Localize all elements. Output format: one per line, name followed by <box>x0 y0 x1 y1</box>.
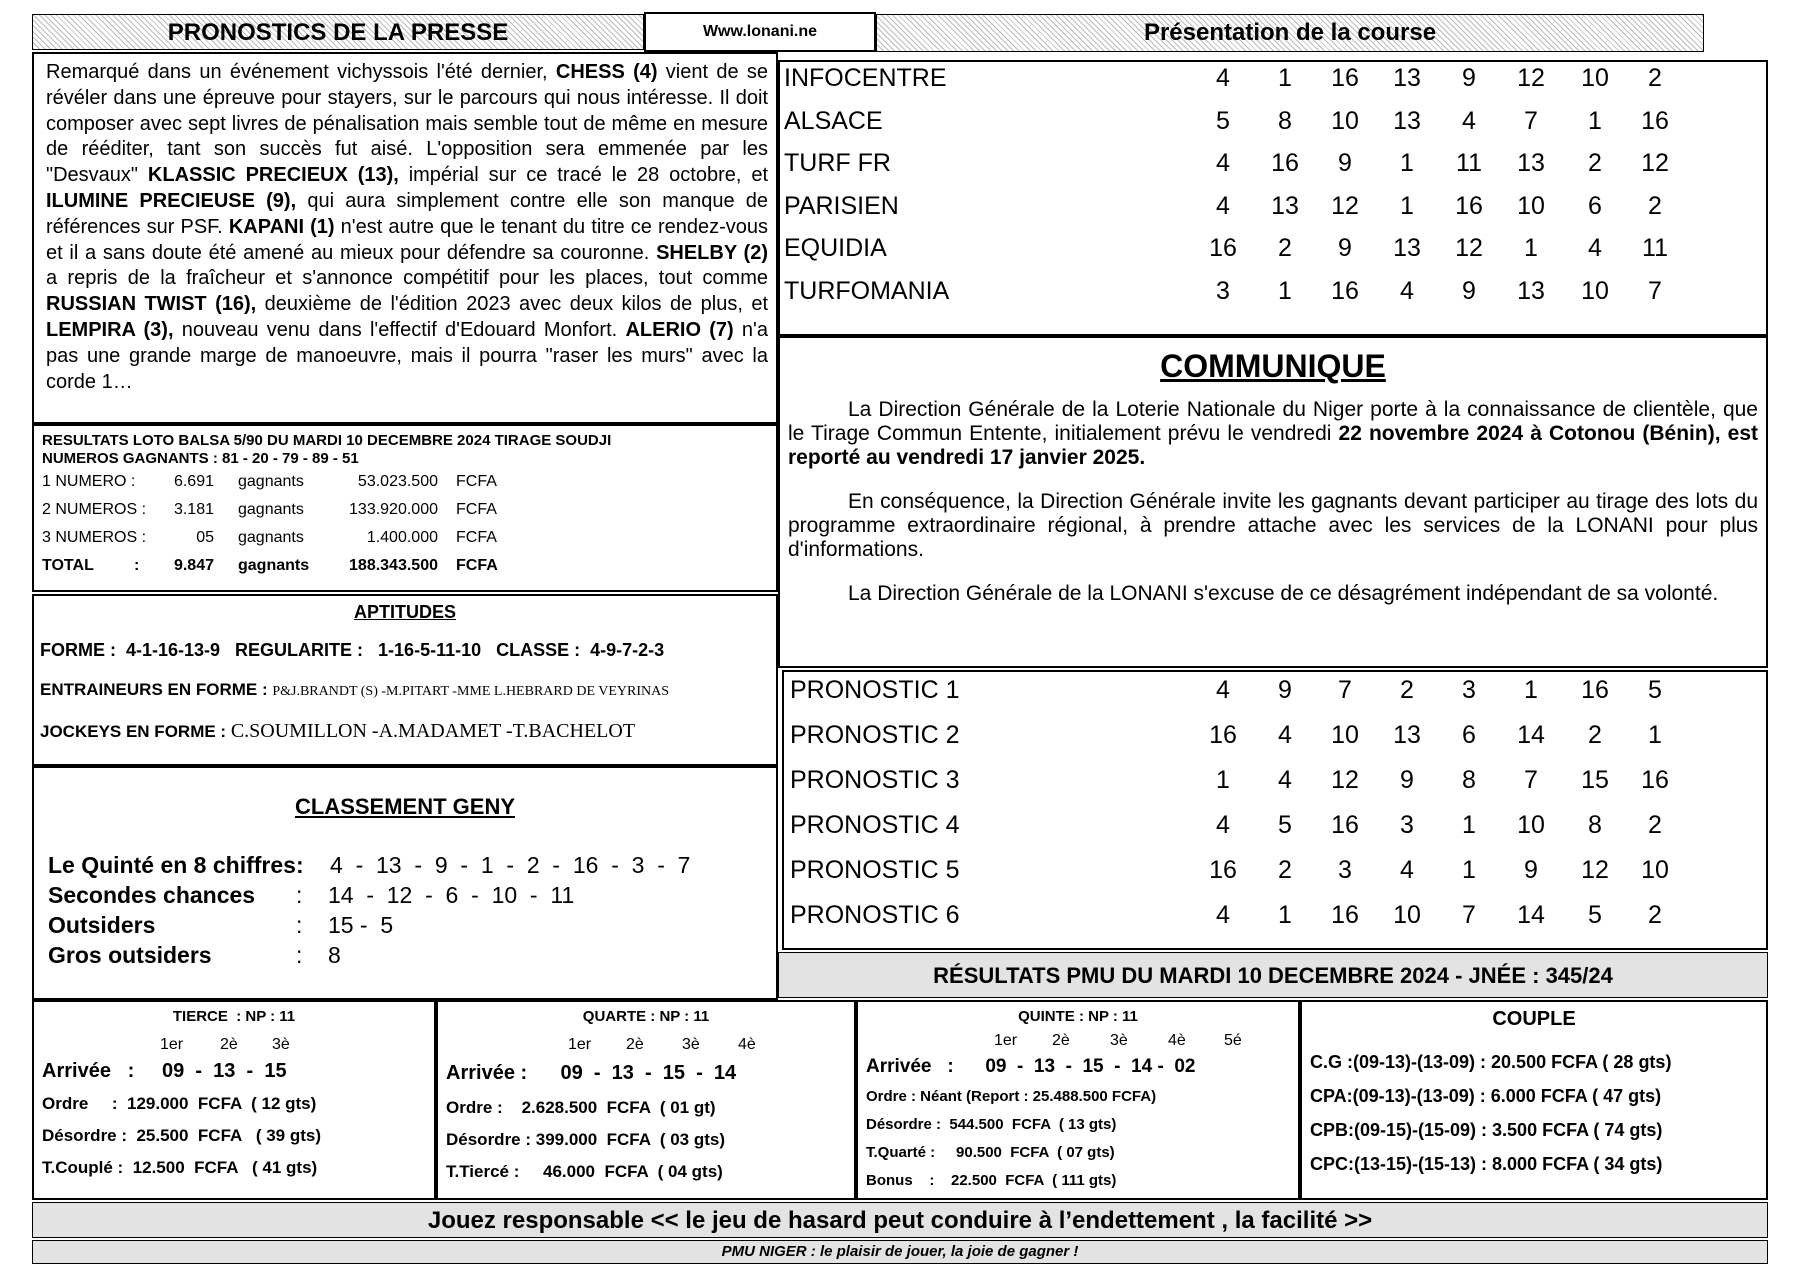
loto-count: 9.847 <box>173 557 214 574</box>
loto-results <box>32 424 778 592</box>
aptitudes-forme: FORME : 4-1-16-13-9 REGULARITE : 1-16-5-11-10 CLASSE : 4-9-7-2-3 <box>40 640 665 660</box>
horse-klassic: KLASSIC PRECIEUX (13), <box>147 164 399 187</box>
entraineurs-value: P&J.BRANDT (S) -M.PITART -MME L.HEBRARD DE VEYRINAS <box>272 684 670 699</box>
quinte-pos-4: 4è <box>1168 1032 1186 1049</box>
presentation-number: 11 <box>1456 149 1482 177</box>
quarte-pos-2: 2è <box>626 1036 644 1053</box>
quinte-pos-3: 3è <box>1110 1032 1128 1049</box>
pronostic-number: 4 <box>1216 901 1230 929</box>
presentation-row <box>780 64 1766 104</box>
tierce-box <box>32 1000 436 1200</box>
presse-text-2: vient de se révéler dans une épreuve pour stayers, sur le parcours qui nous intéresse. Il doit composer avec sept livres de pénalisation mais semble tout de même en mesure de rééditer, tant son succès fut aisé. L'opposition sera emmenée par les "Desvaux" <box>46 61 768 187</box>
presse-text-5: n'est autre que le tenant du titre ce rendez-vous et il a sans doute été amené au mieux pour défendre sa couronne. <box>46 215 768 264</box>
communique-p1b: 22 novembre 2024 à Cotonou (Bénin), est reporté au vendredi 17 janvier 2025. <box>788 422 1758 469</box>
pronostic-number: 2 <box>1588 721 1602 749</box>
classement-title: CLASSEMENT GENY <box>294 794 516 819</box>
communique-paragraph-1 <box>788 398 1758 470</box>
presse-text-9: n'a pas une grande marge de manoeuvre, mais il pourra "raser les murs" avec la corde 1… <box>46 318 768 393</box>
pronostic-row <box>784 856 1766 896</box>
tierce-pos-3: 3è <box>272 1036 290 1053</box>
classement-value: : 15 - 5 <box>296 912 394 938</box>
tierce-pos-1: 1er <box>160 1036 184 1053</box>
presentation-number: 4 <box>1216 149 1230 177</box>
presentation-number: 2 <box>1278 234 1292 262</box>
pronostic-number: 1 <box>1648 721 1662 749</box>
loto-amount: 133.920.000 <box>349 501 438 518</box>
presentation-number: 7 <box>1648 276 1662 305</box>
presentation-number: 12 <box>1455 234 1483 262</box>
responsable-text: Jouez responsable << le jeu de hasard peut conduire à l’endettement , la facilité >> <box>427 1207 1373 1234</box>
loto-row <box>42 524 768 552</box>
tierce-pos-2: 2è <box>220 1036 238 1053</box>
presentation-number: 10 <box>1581 276 1609 305</box>
tierce-title: TIERCE : NP : 11 <box>172 1008 296 1025</box>
pronostic-number: 1 <box>1278 901 1292 929</box>
presse-article <box>32 52 778 424</box>
classement-label: Secondes chances <box>48 882 256 908</box>
presentation-number: 9 <box>1338 234 1352 262</box>
pronostic-number: 6 <box>1462 721 1476 749</box>
pronostic-label: PRONOSTIC 3 <box>790 766 960 794</box>
pronostic-number: 16 <box>1641 766 1669 794</box>
quarte-title: QUARTE : NP : 11 <box>582 1008 710 1025</box>
presse-title-bar <box>32 14 644 50</box>
communique-p1a: La Direction Générale de la Loterie Nationale du Niger porte à la connaissance de clientèle, que le Tirage Commun Entente, initialement prévu le vendredi <box>788 398 1758 445</box>
loto-rows <box>42 468 768 580</box>
loto-title: RESULTATS LOTO BALSA 5/90 DU MARDI 10 DECEMBRE 2024 TIRAGE SOUDJI <box>42 432 612 449</box>
pronostic-number: 1 <box>1524 676 1538 704</box>
couple-title: COUPLE <box>1492 1008 1576 1030</box>
pronostic-number: 9 <box>1524 856 1538 884</box>
pronostic-number: 2 <box>1648 811 1662 839</box>
pronostic-number: 10 <box>1393 901 1421 929</box>
presentation-label: TURF FR <box>784 149 891 177</box>
horse-kapani: KAPANI (1) <box>228 215 335 238</box>
loto-separator: : <box>134 557 140 574</box>
communique-paragraph-3: La Direction Générale de la LONANI s'excuse de ce désagrément indépendant de sa volonté. <box>848 582 1719 605</box>
entraineurs-label: ENTRAINEURS EN FORME : <box>40 680 273 699</box>
pmu-title: RÉSULTATS PMU DU MARDI 10 DECEMBRE 2024 - JNÉE : 345/24 <box>933 963 1613 988</box>
loto-label: 3 NUMEROS : <box>42 529 147 546</box>
tierce-arrivee: Arrivée : 09 - 13 - 15 <box>42 1060 287 1082</box>
communique-title: COMMUNIQUE <box>1160 348 1386 384</box>
horse-lempira: LEMPIRA (3), <box>46 318 174 341</box>
quinte-title: QUINTE : NP : 11 <box>1018 1008 1138 1025</box>
horse-chess: CHESS (4) <box>555 61 658 83</box>
presentation-number: 16 <box>1331 64 1359 92</box>
loto-label: TOTAL <box>42 557 94 574</box>
loto-numeros: NUMEROS GAGNANTS : 81 - 20 - 79 - 89 - 51 <box>42 450 359 467</box>
pronostic-number: 8 <box>1462 766 1476 794</box>
pronostic-number: 4 <box>1216 676 1230 704</box>
presentation-number: 2 <box>1648 64 1662 92</box>
loto-total-row <box>42 552 768 580</box>
quarte-pos-1: 1er <box>568 1036 592 1053</box>
quinte-arrivee: Arrivée : 09 - 13 - 15 - 14 - 02 <box>866 1056 1196 1077</box>
classement-value: : 8 <box>296 942 341 968</box>
pronostics-table <box>782 670 1768 950</box>
pronostic-number: 14 <box>1517 721 1545 749</box>
presentation-number: 9 <box>1462 276 1476 305</box>
quinte-pos-1: 1er <box>994 1032 1018 1049</box>
pronostic-number: 4 <box>1216 811 1230 839</box>
presentation-number: 16 <box>1331 276 1359 305</box>
pronostic-number: 13 <box>1393 721 1421 749</box>
pronostic-row <box>784 676 1766 716</box>
presentation-number: 9 <box>1462 64 1476 92</box>
presentation-number: 6 <box>1588 191 1602 220</box>
loto-amount: 188.343.500 <box>349 557 438 574</box>
pronostic-number: 9 <box>1400 766 1414 794</box>
presentation-number: 1 <box>1588 106 1602 135</box>
presentation-label: TURFOMANIA <box>784 276 950 305</box>
quarte-pos-3: 3è <box>682 1036 700 1053</box>
jockeys-value: C.SOUMILLON -A.MADAMET -T.BACHELOT <box>230 720 636 742</box>
pronostic-number: 3 <box>1338 856 1352 884</box>
loto-row <box>42 468 768 496</box>
loto-cur: FCFA <box>456 473 497 490</box>
horse-russian-twist: RUSSIAN TWIST (16), <box>46 293 257 316</box>
presentation-number: 13 <box>1393 64 1421 92</box>
pronostic-number: 4 <box>1400 856 1414 884</box>
pmu-title-bar <box>778 952 1768 998</box>
loto-count: 05 <box>196 529 214 546</box>
couple-row: CPA:(09-13)-(13-09) : 6.000 FCFA ( 47 gts) <box>1310 1086 1662 1106</box>
pronostic-label: PRONOSTIC 2 <box>790 721 960 749</box>
slogan-bar <box>32 1240 1768 1264</box>
quinte-tquarte: T.Quarté : 90.500 FCFA ( 07 gts) <box>866 1144 1115 1161</box>
presentation-number: 13 <box>1393 234 1421 262</box>
loto-amount: 1.400.000 <box>366 529 438 546</box>
website-box <box>644 12 876 52</box>
presentation-number: 12 <box>1517 64 1545 92</box>
presentation-number: 9 <box>1338 149 1352 177</box>
pronostic-number: 14 <box>1517 901 1545 929</box>
presse-text-8: nouveau venu dans l'effectif d'Edouard Monfort. <box>173 318 626 341</box>
quarte-ordre: Ordre : 2.628.500 FCFA ( 01 gt) <box>446 1098 716 1117</box>
horse-shelby: SHELBY (2) <box>656 241 768 264</box>
quinte-box <box>856 1000 1300 1200</box>
presentation-label: EQUIDIA <box>784 234 887 262</box>
presentation-number: 1 <box>1278 64 1292 92</box>
tierce-tcouple: T.Couplé : 12.500 FCFA ( 41 gts) <box>42 1158 318 1177</box>
pronostic-number: 1 <box>1462 811 1476 839</box>
presentation-number: 12 <box>1331 191 1359 220</box>
communique-box <box>778 336 1768 668</box>
entraineurs-line <box>40 680 669 700</box>
presentation-row <box>780 234 1766 274</box>
jockeys-label: JOCKEYS EN FORME : <box>40 722 231 741</box>
presentation-number: 2 <box>1648 191 1662 220</box>
pronostic-number: 12 <box>1331 766 1359 794</box>
presse-title: PRONOSTICS DE LA PRESSE <box>167 19 509 46</box>
aptitudes-box <box>32 594 778 766</box>
presentation-number: 4 <box>1588 234 1602 262</box>
pronostic-number: 7 <box>1524 766 1538 794</box>
loto-g: gagnants <box>238 473 304 490</box>
loto-g: gagnants <box>238 557 310 574</box>
presentation-title-bar <box>876 14 1704 52</box>
presentation-number: 16 <box>1641 106 1669 135</box>
presentation-number: 11 <box>1642 234 1668 262</box>
presentation-number: 10 <box>1331 106 1359 135</box>
pronostic-number: 2 <box>1648 901 1662 929</box>
pronostic-number: 3 <box>1462 676 1476 704</box>
presentation-number: 7 <box>1524 106 1538 135</box>
pronostic-number: 1 <box>1216 766 1230 794</box>
presentation-row <box>780 107 1766 147</box>
horse-alerio: ALERIO (7) <box>625 318 734 341</box>
loto-row <box>42 496 768 524</box>
loto-label: 2 NUMEROS : <box>42 501 147 518</box>
pronostic-number: 9 <box>1278 676 1292 704</box>
pronostic-number: 16 <box>1209 721 1237 749</box>
pronostic-number: 16 <box>1331 901 1359 929</box>
quinte-bonus: Bonus : 22.500 FCFA ( 111 gts) <box>866 1172 1117 1189</box>
quarte-box <box>436 1000 856 1200</box>
loto-count: 6.691 <box>173 473 214 490</box>
couple-row: C.G :(09-13)-(13-09) : 20.500 FCFA ( 28 gts) <box>1310 1052 1672 1072</box>
pronostic-label: PRONOSTIC 6 <box>790 901 960 929</box>
pronostic-number: 16 <box>1331 811 1359 839</box>
slogan-text: PMU NIGER : le plaisir de jouer, la joie de gagner ! <box>721 1243 1079 1260</box>
presse-text-6: a repris de la fraîcheur et s'annonce compétitif pour les places, tout comme <box>46 267 768 290</box>
presse-text-4: qui aura simplement contre elle son manque de références sur PSF. <box>46 189 768 238</box>
couple-box <box>1300 1000 1768 1200</box>
pronostic-row <box>784 901 1766 941</box>
pronostic-row <box>784 811 1766 851</box>
horse-ilumine: ILUMINE PRECIEUSE (9), <box>46 189 297 212</box>
jockeys-line <box>40 720 635 743</box>
website-label: Www.lonani.ne <box>702 23 818 40</box>
presentation-number: 8 <box>1278 106 1292 135</box>
presse-text-3: impérial sur ce tracé le 28 octobre, et <box>398 164 769 187</box>
classement-box <box>32 766 778 1000</box>
loto-g: gagnants <box>238 529 304 546</box>
pronostic-number: 5 <box>1278 811 1292 839</box>
presentation-title: Présentation de la course <box>1143 19 1437 46</box>
presentation-number: 10 <box>1517 191 1545 220</box>
pronostic-number: 10 <box>1517 811 1545 839</box>
presentation-row <box>780 192 1766 232</box>
pronostic-number: 2 <box>1400 676 1414 704</box>
loto-cur: FCFA <box>456 501 497 518</box>
pronostic-number: 10 <box>1331 721 1359 749</box>
presentation-number: 1 <box>1400 149 1414 177</box>
presentation-number: 4 <box>1216 191 1230 220</box>
presentation-number: 13 <box>1517 276 1545 305</box>
presentation-number: 16 <box>1209 234 1237 262</box>
loto-cur: FCFA <box>456 557 498 574</box>
presentation-label: PARISIEN <box>784 191 899 220</box>
loto-g: gagnants <box>238 501 304 518</box>
pronostic-number: 10 <box>1641 856 1669 884</box>
pronostic-number: 4 <box>1278 766 1292 794</box>
tierce-desordre: Désordre : 25.500 FCFA ( 39 gts) <box>42 1126 322 1145</box>
presentation-label: ALSACE <box>784 106 883 135</box>
pronostic-row <box>784 721 1766 761</box>
presentation-number: 1 <box>1524 234 1538 262</box>
presentation-number: 4 <box>1462 106 1476 135</box>
pronostic-number: 3 <box>1400 811 1414 839</box>
pronostic-label: PRONOSTIC 4 <box>790 811 960 839</box>
quarte-ttierce: T.Tiercé : 46.000 FCFA ( 04 gts) <box>446 1162 723 1181</box>
pronostic-number: 15 <box>1581 766 1609 794</box>
quarte-arrivee: Arrivée : 09 - 13 - 15 - 14 <box>446 1062 737 1084</box>
presentation-number: 13 <box>1517 149 1545 177</box>
presentation-number: 4 <box>1400 276 1414 305</box>
presentation-number: 10 <box>1581 64 1609 92</box>
presentation-number: 16 <box>1271 149 1299 177</box>
presentation-number: 3 <box>1216 276 1230 305</box>
pronostic-number: 12 <box>1581 856 1609 884</box>
pronostic-number: 4 <box>1278 721 1292 749</box>
pronostic-number: 7 <box>1338 676 1352 704</box>
tierce-ordre: Ordre : 129.000 FCFA ( 12 gts) <box>42 1094 317 1113</box>
quinte-pos-2: 2è <box>1052 1032 1070 1049</box>
pronostic-number: 7 <box>1462 901 1476 929</box>
pronostic-number: 1 <box>1462 856 1476 884</box>
pronostic-number: 16 <box>1209 856 1237 884</box>
presentation-number: 2 <box>1588 149 1602 177</box>
loto-cur: FCFA <box>456 529 497 546</box>
presentation-number: 1 <box>1400 191 1414 220</box>
loto-amount: 53.023.500 <box>357 473 438 490</box>
presse-text-1: Remarqué dans un événement vichyssois l'été dernier, <box>46 61 556 83</box>
couple-row: CPC:(13-15)-(15-13) : 8.000 FCFA ( 34 gts) <box>1310 1154 1663 1174</box>
presentation-row <box>780 149 1766 189</box>
classement-value: 4 - 13 - 9 - 1 - 2 - 16 - 3 - 7 <box>330 852 691 878</box>
loto-label: 1 NUMERO : <box>42 473 136 490</box>
presse-text-7: deuxième de l'édition 2023 avec deux kilos de plus, et <box>256 293 768 316</box>
presentation-table <box>778 60 1768 336</box>
presentation-number: 4 <box>1216 64 1230 92</box>
presentation-number: 13 <box>1271 191 1299 220</box>
presentation-number: 13 <box>1393 106 1421 135</box>
aptitudes-title: APTITUDES <box>353 602 456 622</box>
classement-value: : 14 - 12 - 6 - 10 - 11 <box>296 882 575 908</box>
quinte-pos-5: 5é <box>1224 1032 1242 1049</box>
pronostic-number: 5 <box>1588 901 1602 929</box>
pronostic-number: 8 <box>1588 811 1602 839</box>
presentation-row <box>780 277 1766 317</box>
quinte-desordre: Désordre : 544.500 FCFA ( 13 gts) <box>866 1116 1117 1133</box>
pronostic-label: PRONOSTIC 5 <box>790 856 960 884</box>
presentation-number: 1 <box>1278 276 1292 305</box>
presentation-number: 5 <box>1216 106 1230 135</box>
responsable-bar <box>32 1202 1768 1238</box>
quarte-desordre: Désordre : 399.000 FCFA ( 03 gts) <box>446 1130 726 1149</box>
loto-count: 3.181 <box>173 501 214 518</box>
pronostic-label: PRONOSTIC 1 <box>790 676 960 704</box>
presentation-number: 12 <box>1641 149 1669 177</box>
pronostic-row <box>784 766 1766 806</box>
presentation-number: 16 <box>1455 191 1483 220</box>
pronostic-number: 2 <box>1278 856 1292 884</box>
classement-label: Gros outsiders <box>48 942 212 968</box>
couple-row: CPB:(09-15)-(15-09) : 3.500 FCFA ( 74 gts) <box>1310 1120 1663 1140</box>
pronostic-number: 5 <box>1648 676 1662 704</box>
quarte-pos-4: 4è <box>738 1036 756 1053</box>
quinte-ordre: Ordre : Néant (Report : 25.488.500 FCFA) <box>866 1088 1157 1105</box>
classement-label: Outsiders <box>48 912 156 938</box>
communique-paragraph-2: En conséquence, la Direction Générale invite les gagnants devant participer au tirage des lots du programme extraordinaire régional, à prendre attache avec les services de la LONANI pour plus d'informations. <box>788 490 1758 561</box>
presse-text <box>34 54 776 395</box>
pronostic-number: 16 <box>1581 676 1609 704</box>
classement-label: Le Quinté en 8 chiffres: <box>48 852 304 878</box>
presentation-label: INFOCENTRE <box>784 64 947 92</box>
